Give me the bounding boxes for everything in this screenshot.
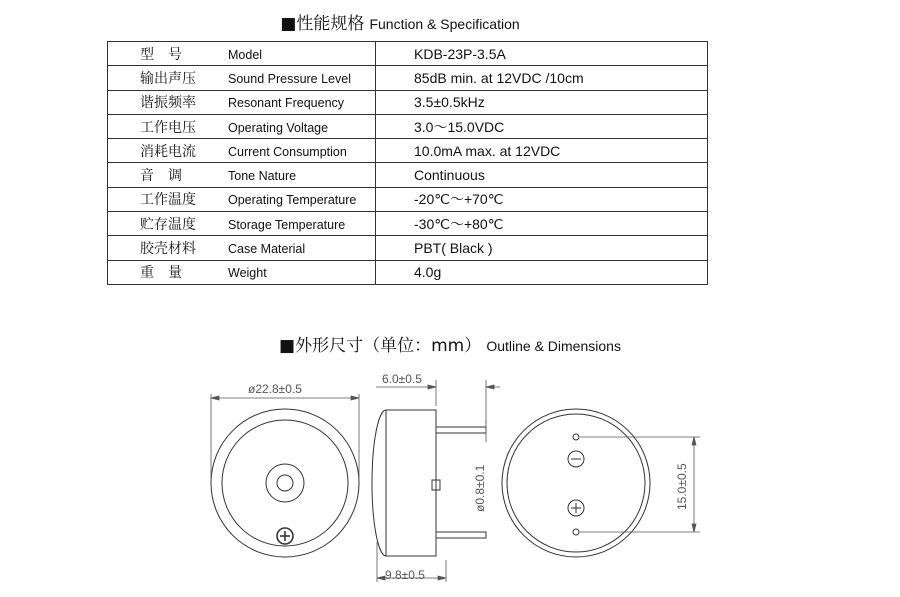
parameter-value: -30℃～+80℃ (376, 212, 708, 236)
back-bottom-pin (573, 529, 579, 535)
parameter-value: -20℃～+70℃ (376, 187, 708, 211)
spec-row (108, 114, 708, 138)
parameter-value: 4.0g (376, 260, 708, 284)
dimension-heading-zh: ■外形尺寸（单位：mm） (279, 336, 482, 356)
spec-parameter-cell (108, 90, 376, 114)
plus-terminal-icon (568, 500, 584, 516)
spec-row (108, 260, 708, 284)
spec-row (108, 163, 708, 187)
spec-parameter-cell (108, 163, 376, 187)
outline-drawing (0, 360, 900, 597)
parameter-label-zh: 谐振频率 (140, 95, 196, 112)
parameter-value: 10.0mA max. at 12VDC (376, 139, 708, 163)
spec-table (107, 41, 708, 285)
spec-heading-zh: ■性能规格 (280, 14, 365, 34)
parameter-label-en: Case Material (228, 242, 306, 257)
spec-row (108, 236, 708, 260)
dimension-heading-en: Outline & Dimensions (486, 338, 621, 354)
minus-mark-icon (568, 451, 584, 467)
spec-parameter-cell (108, 139, 376, 163)
spec-row (108, 42, 708, 66)
parameter-value: PBT( Black ) (376, 236, 708, 260)
side-top-pin (436, 427, 486, 433)
front-sound-hole (277, 475, 293, 491)
front-sound-hole-ring (266, 464, 304, 502)
back-inner-circle (507, 414, 645, 552)
parameter-value: 3.5±0.5kHz (376, 90, 708, 114)
dimension-heading (0, 331, 900, 356)
spec-row (108, 66, 708, 90)
parameter-label-en: Operating Temperature (228, 193, 357, 208)
parameter-label-en: Model (228, 47, 263, 62)
spec-row (108, 187, 708, 211)
back-view (502, 409, 650, 557)
parameter-label-en: Current Consumption (228, 144, 347, 159)
side-bottom-pin (436, 532, 486, 538)
parameter-label-en: Sound Pressure Level (228, 71, 351, 86)
parameter-label-en: Operating Voltage (228, 120, 329, 135)
spec-heading-en: Function & Specification (369, 16, 520, 32)
side-body (372, 410, 436, 556)
spec-row (108, 212, 708, 236)
spec-parameter-cell (108, 42, 376, 66)
plus-mark-icon (277, 528, 293, 544)
parameter-label-zh: 重量 (140, 265, 196, 282)
parameter-value: 85dB min. at 12VDC /10cm (376, 66, 708, 90)
spec-parameter-cell (108, 187, 376, 211)
parameter-label-zh: 工作电压 (140, 119, 196, 136)
parameter-value: Continuous (376, 163, 708, 187)
back-top-pin (573, 434, 579, 440)
pin-length-label: 6.0±0.5 (382, 372, 422, 386)
front-diameter-dimension (211, 394, 359, 480)
front-inner-circle (222, 420, 348, 546)
parameter-value: KDB-23P-3.5A (376, 42, 708, 66)
pin-diameter-label: ø0.8±0.1 (473, 464, 487, 512)
height-label: 9.8±0.5 (385, 568, 425, 582)
spec-heading (0, 9, 800, 34)
parameter-label-zh: 贮存温度 (140, 216, 196, 233)
parameter-value: 3.0～15.0VDC (376, 114, 708, 138)
spec-parameter-cell (108, 212, 376, 236)
spec-row (108, 139, 708, 163)
front-view (211, 409, 359, 557)
side-view (372, 410, 486, 556)
parameter-label-zh: 胶壳材料 (140, 241, 196, 258)
parameter-label-zh: 型号 (140, 46, 196, 63)
parameter-label-en: Tone Nature (228, 169, 297, 184)
parameter-label-zh: 消耗电流 (140, 143, 196, 160)
parameter-label-en: Weight (228, 266, 267, 281)
spec-parameter-cell (108, 260, 376, 284)
parameter-label-zh: 工作温度 (140, 192, 196, 209)
spec-parameter-cell (108, 236, 376, 260)
parameter-label-en: Resonant Frequency (228, 96, 345, 111)
spec-row (108, 90, 708, 114)
parameter-label-zh: 音调 (140, 168, 196, 185)
diameter-label: ø22.8±0.5 (248, 382, 302, 396)
spec-parameter-cell (108, 66, 376, 90)
parameter-label-en: Storage Temperature (228, 217, 346, 232)
parameter-label-zh: 输出声压 (140, 70, 196, 87)
spec-parameter-cell (108, 114, 376, 138)
pin-spacing-label: 15.0±0.5 (675, 463, 689, 510)
